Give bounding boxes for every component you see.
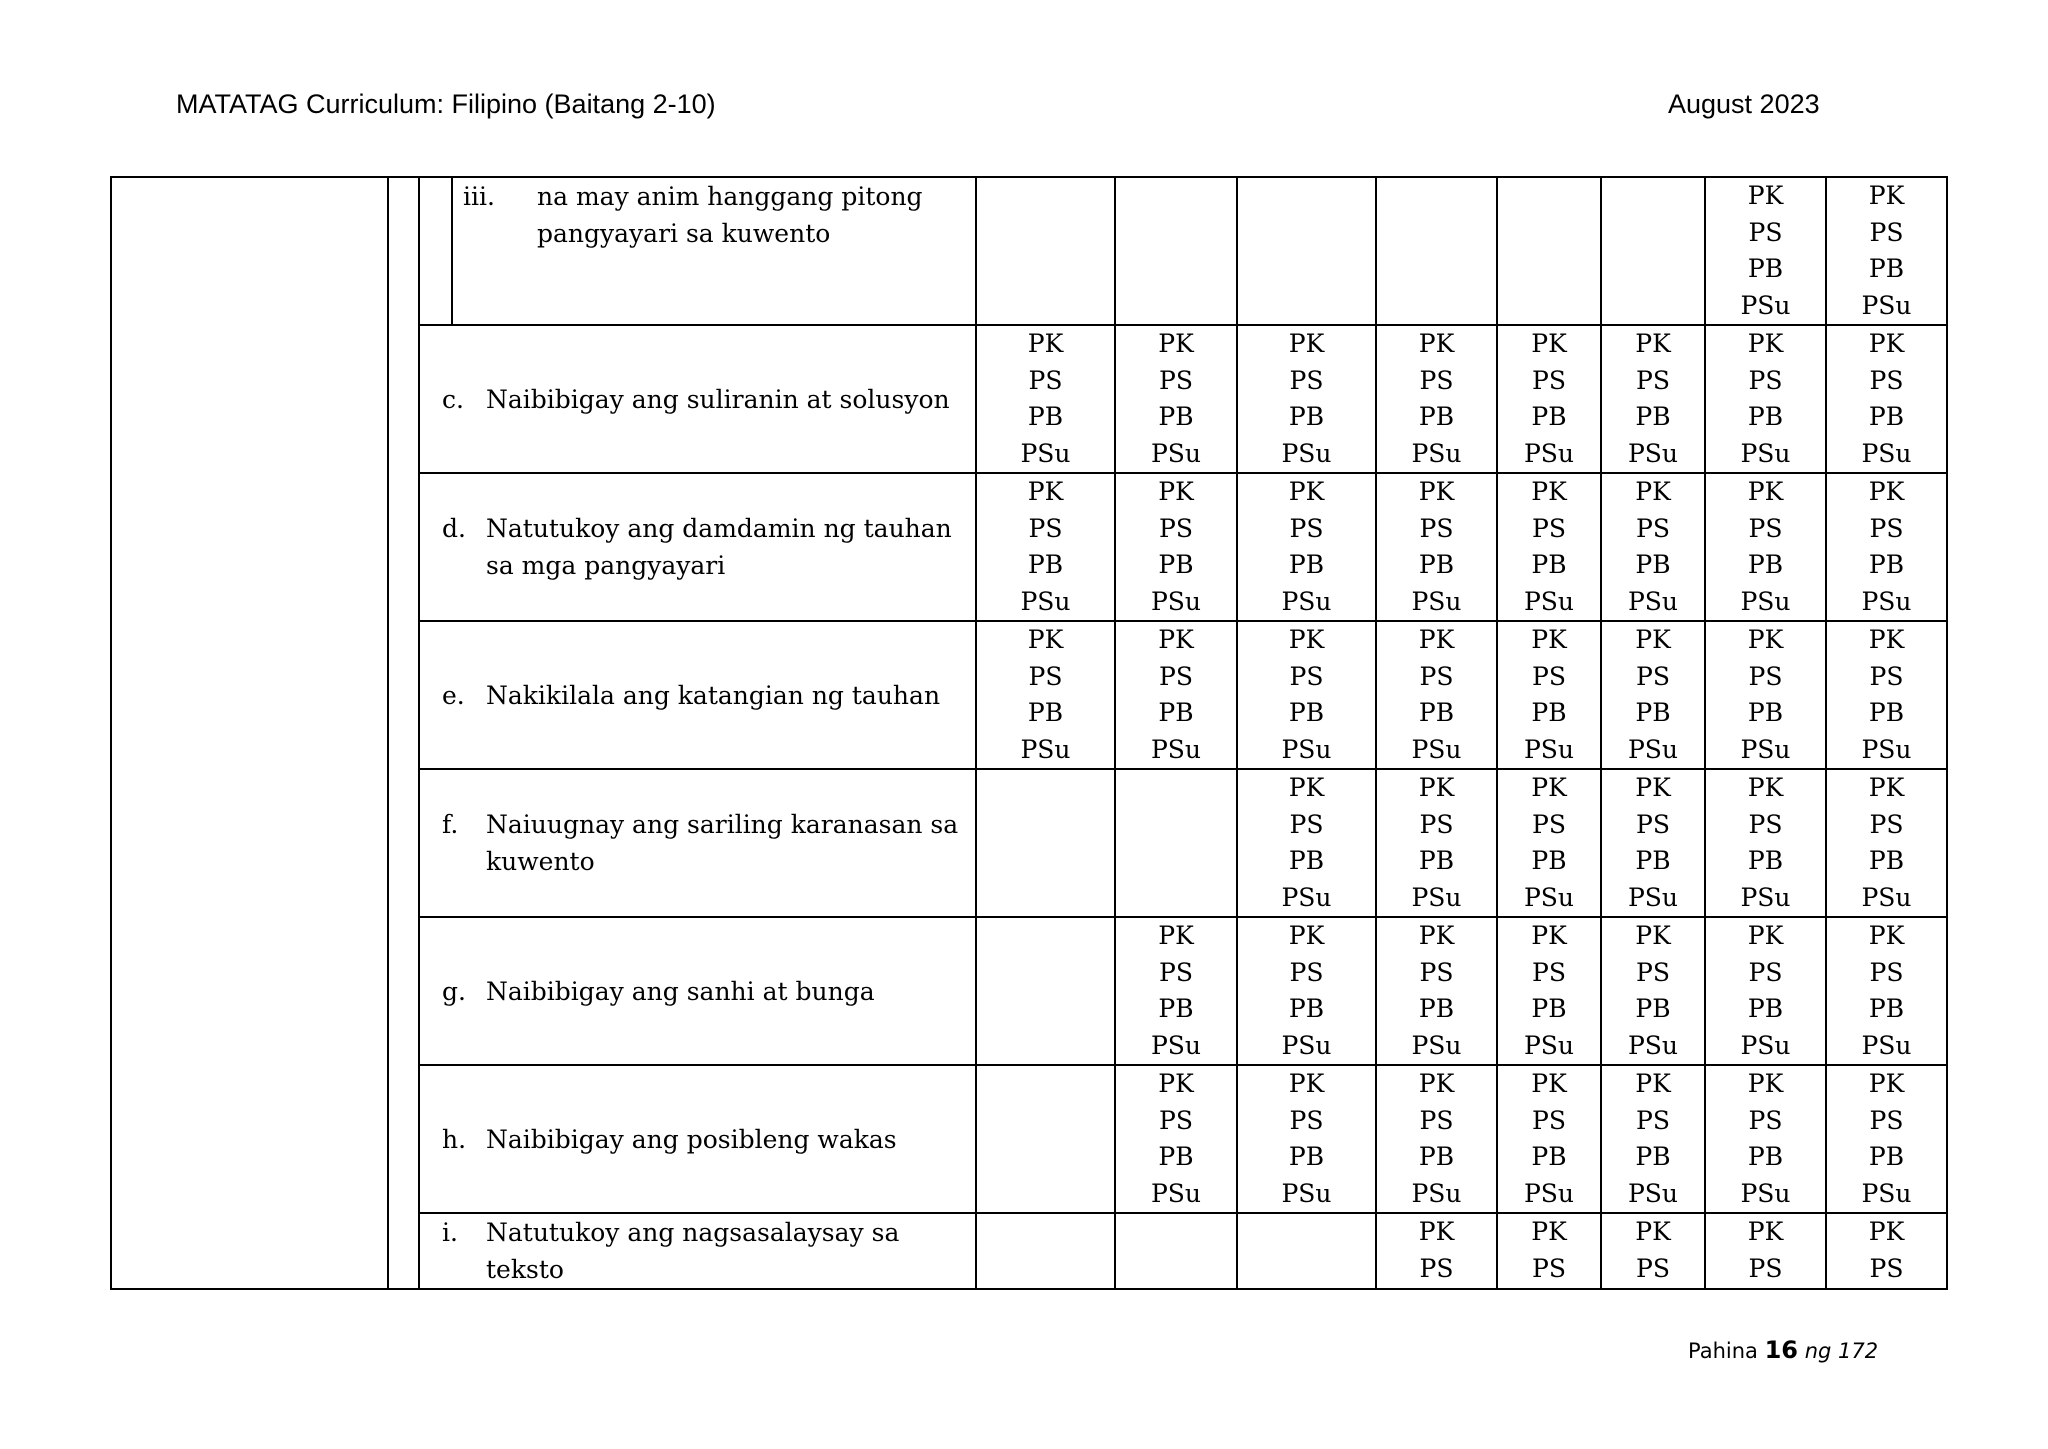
mark-code: PB: [1747, 550, 1784, 579]
mark-code: PK: [1531, 921, 1567, 950]
mark-code: PB: [1635, 846, 1671, 875]
mark-code: PK: [1027, 477, 1064, 506]
competency-table: [110, 176, 1948, 1290]
mark-code: PK: [1747, 921, 1784, 950]
table-row: [111, 177, 1947, 325]
mark-code: PB: [1868, 846, 1905, 875]
grade-mark-cell: [1705, 1213, 1826, 1289]
mark-code: PSu: [1861, 438, 1912, 468]
mark-code: PS: [1869, 513, 1904, 543]
mark-code: PS: [1748, 957, 1783, 987]
sub-indent: [420, 178, 453, 324]
mark-code: PB: [1635, 1142, 1671, 1171]
grade-mark-cell: [1115, 1065, 1237, 1213]
grade-mark-cell: [1497, 325, 1601, 473]
mark-code: PK: [1418, 625, 1455, 654]
mark-code: PS: [1419, 513, 1454, 543]
mark-code: PB: [1288, 846, 1325, 875]
mark-code: PB: [1158, 698, 1194, 727]
grade-mark-cell: [1497, 769, 1601, 917]
mark-code: PSu: [1861, 1178, 1912, 1208]
mark-code: PB: [1635, 550, 1671, 579]
grade-mark-cell: [1497, 917, 1601, 1065]
mark-code: PB: [1747, 846, 1784, 875]
mark-code: PSu: [1411, 882, 1462, 912]
mark-code: PS: [1748, 513, 1783, 543]
mark-code: PB: [1418, 550, 1455, 579]
mark-code: PS: [1289, 513, 1324, 543]
item-text: na may anim hanggang pitong pangyayari sa kuwento: [537, 182, 923, 248]
grade-mark-cell: [1705, 1065, 1826, 1213]
mark-code: PSu: [1281, 1030, 1332, 1060]
mark-code: PS: [1532, 809, 1566, 839]
mark-code: PS: [1869, 1253, 1904, 1283]
mark-code: PK: [1868, 1217, 1905, 1246]
item-label: iii.: [463, 182, 495, 211]
item-text: Nakikilala ang katangian ng tauhan: [486, 680, 941, 710]
mark-code: PB: [1158, 550, 1194, 579]
item-label: c.: [442, 384, 464, 414]
grade-mark-cell: [1376, 1065, 1497, 1213]
mark-code: PK: [1418, 329, 1455, 358]
mark-code: PK: [1027, 329, 1064, 358]
grade-mark-cell: [1826, 769, 1947, 917]
item-label: e.: [442, 680, 465, 710]
mark-code: PS: [1869, 957, 1904, 987]
mark-code: PK: [1418, 921, 1455, 950]
domain-cell: [111, 177, 388, 1289]
mark-code: PSu: [1861, 882, 1912, 912]
mark-code: PK: [1531, 625, 1567, 654]
mark-code: PB: [1868, 698, 1905, 727]
mark-code: PB: [1158, 402, 1194, 431]
mark-code: PB: [1531, 698, 1567, 727]
mark-code: PK: [1747, 625, 1784, 654]
mark-code: PSu: [1020, 438, 1071, 468]
mark-code: PSu: [1627, 1178, 1679, 1208]
item-text: Natutukoy ang nagsasalaysay sa teksto: [486, 1218, 900, 1284]
mark-code: PK: [1868, 1069, 1905, 1098]
mark-code: PSu: [1411, 586, 1462, 616]
mark-code: PB: [1288, 1142, 1325, 1171]
mark-code: PB: [1531, 994, 1567, 1023]
mark-code: PSu: [1523, 734, 1575, 764]
mark-code: PSu: [1523, 586, 1575, 616]
mark-code: PS: [1159, 365, 1193, 395]
mark-code: PK: [1027, 625, 1064, 654]
mark-code: PK: [1868, 921, 1905, 950]
mark-code: PB: [1288, 402, 1325, 431]
mark-code: PS: [1419, 809, 1454, 839]
grade-mark-cell: [1497, 621, 1601, 769]
item-text: Natutukoy ang damdamin ng tauhan sa mga pangyayari: [486, 514, 952, 580]
mark-code: PS: [1748, 1253, 1783, 1283]
competency-cell: [419, 917, 976, 1065]
grade-mark-cell: [1237, 917, 1376, 1065]
mark-code: PSu: [1281, 1178, 1332, 1208]
mark-code: PS: [1419, 365, 1454, 395]
mark-code: PSu: [1281, 586, 1332, 616]
mark-code: PSu: [1627, 734, 1679, 764]
mark-code: PS: [1028, 661, 1063, 691]
mark-code: PSu: [1150, 1030, 1202, 1060]
mark-code: PB: [1868, 1142, 1905, 1171]
mark-code: PK: [1531, 329, 1567, 358]
grade-mark-cell: [1115, 325, 1237, 473]
mark-code: PSu: [1411, 1030, 1462, 1060]
page-label: Pahina: [1688, 1339, 1758, 1363]
mark-code: PSu: [1150, 586, 1202, 616]
mark-code: PSu: [1281, 734, 1332, 764]
mark-code: PS: [1289, 661, 1324, 691]
mark-code: PB: [1635, 994, 1671, 1023]
competency-cell: [419, 1065, 976, 1213]
grade-mark-cell: [1237, 177, 1376, 325]
mark-code: PSu: [1150, 1178, 1202, 1208]
item-label: i.: [442, 1218, 458, 1247]
mark-code: PS: [1636, 513, 1670, 543]
grade-mark-cell: [1826, 917, 1947, 1065]
grade-mark-cell: [1601, 917, 1705, 1065]
mark-code: PK: [1418, 1217, 1455, 1246]
grade-mark-cell: [1826, 1213, 1947, 1289]
mark-code: PB: [1635, 402, 1671, 431]
mark-code: PSu: [1281, 882, 1332, 912]
grade-mark-cell: [1115, 473, 1237, 621]
mark-code: PSu: [1020, 586, 1071, 616]
mark-code: PK: [1635, 1069, 1671, 1098]
grade-mark-cell: [1115, 621, 1237, 769]
mark-code: PB: [1288, 698, 1325, 727]
mark-code: PSu: [1861, 734, 1912, 764]
grade-mark-cell: [976, 473, 1115, 621]
grade-mark-cell: [1601, 177, 1705, 325]
grade-mark-cell: [1115, 917, 1237, 1065]
grade-mark-cell: [1237, 621, 1376, 769]
grade-mark-cell: [1376, 917, 1497, 1065]
mark-code: PSu: [1861, 290, 1912, 320]
competency-cell: [419, 769, 976, 917]
mark-code: PS: [1748, 809, 1783, 839]
mark-code: PK: [1635, 329, 1671, 358]
mark-code: PB: [1531, 846, 1567, 875]
grade-mark-cell: [1601, 1065, 1705, 1213]
grade-mark-cell: [1601, 769, 1705, 917]
mark-code: PSu: [1020, 734, 1071, 764]
page-total: ng 172: [1804, 1339, 1879, 1363]
grade-mark-cell: [1497, 1213, 1601, 1289]
mark-code: PS: [1869, 217, 1904, 247]
mark-code: PK: [1288, 329, 1325, 358]
mark-code: PK: [1747, 1217, 1784, 1246]
grade-mark-cell: [976, 917, 1115, 1065]
mark-code: PK: [1158, 1069, 1194, 1098]
mark-code: PSu: [1861, 586, 1912, 616]
mark-code: PK: [1868, 773, 1905, 802]
mark-code: PSu: [1523, 1030, 1575, 1060]
grade-mark-cell: [1237, 1065, 1376, 1213]
grade-mark-cell: [1601, 1213, 1705, 1289]
mark-code: PS: [1636, 1105, 1670, 1135]
mark-code: PK: [1288, 477, 1325, 506]
mark-code: PB: [1418, 1142, 1455, 1171]
standard-cell: [388, 177, 419, 1289]
grade-mark-cell: [1705, 917, 1826, 1065]
mark-code: PSu: [1627, 1030, 1679, 1060]
mark-code: PSu: [1861, 1030, 1912, 1060]
grade-mark-cell: [976, 325, 1115, 473]
grade-mark-cell: [1237, 473, 1376, 621]
grade-mark-cell: [1601, 325, 1705, 473]
mark-code: PB: [1418, 994, 1455, 1023]
mark-code: PS: [1748, 1105, 1783, 1135]
grade-mark-cell: [1376, 621, 1497, 769]
grade-mark-cell: [1237, 325, 1376, 473]
mark-code: PB: [1747, 698, 1784, 727]
mark-code: PS: [1159, 1105, 1193, 1135]
mark-code: PK: [1747, 1069, 1784, 1098]
mark-code: PK: [1747, 477, 1784, 506]
mark-code: PS: [1869, 661, 1904, 691]
mark-code: PS: [1532, 661, 1566, 691]
grade-mark-cell: [976, 1065, 1115, 1213]
mark-code: PS: [1159, 957, 1193, 987]
mark-code: PB: [1747, 254, 1784, 283]
mark-code: PSu: [1740, 438, 1791, 468]
document-date: August 2023: [1668, 89, 1820, 119]
mark-code: PB: [1868, 994, 1905, 1023]
mark-code: PS: [1419, 957, 1454, 987]
mark-code: PK: [1635, 477, 1671, 506]
grade-mark-cell: [976, 621, 1115, 769]
mark-code: PS: [1419, 1253, 1454, 1283]
grade-mark-cell: [1497, 177, 1601, 325]
grade-mark-cell: [976, 1213, 1115, 1289]
mark-code: PSu: [1523, 882, 1575, 912]
mark-code: PS: [1028, 365, 1063, 395]
competency-cell: [419, 177, 976, 325]
mark-code: PB: [1288, 994, 1325, 1023]
mark-code: PB: [1747, 1142, 1784, 1171]
competency-cell: [419, 1213, 976, 1289]
mark-code: PS: [1869, 1105, 1904, 1135]
item-text: Naibibigay ang sanhi at bunga: [486, 976, 875, 1006]
mark-code: PB: [1027, 402, 1064, 431]
mark-code: PSu: [1627, 438, 1679, 468]
mark-code: PS: [1636, 365, 1670, 395]
mark-code: PS: [1532, 1105, 1566, 1135]
mark-code: PS: [1289, 809, 1324, 839]
mark-code: PS: [1636, 1253, 1670, 1283]
mark-code: PSu: [1740, 734, 1791, 764]
document-title: MATATAG Curriculum: Filipino (Baitang 2-10): [176, 89, 716, 119]
mark-code: PK: [1635, 921, 1671, 950]
mark-code: PSu: [1627, 882, 1679, 912]
mark-code: PK: [1288, 773, 1325, 802]
mark-code: PSu: [1411, 734, 1462, 764]
mark-code: PK: [1635, 773, 1671, 802]
grade-mark-cell: [1705, 621, 1826, 769]
mark-code: PB: [1531, 550, 1567, 579]
mark-code: PSu: [1740, 1030, 1791, 1060]
item-label: f.: [442, 810, 459, 839]
mark-code: PB: [1531, 402, 1567, 431]
item-label: d.: [442, 514, 466, 543]
grade-mark-cell: [1826, 325, 1947, 473]
page-number: 16: [1764, 1336, 1799, 1364]
grade-mark-cell: [1497, 1065, 1601, 1213]
grade-mark-cell: [1376, 473, 1497, 621]
mark-code: PSu: [1150, 438, 1202, 468]
mark-code: PS: [1289, 957, 1324, 987]
mark-code: PS: [1028, 513, 1063, 543]
mark-code: PSu: [1740, 1178, 1791, 1208]
grade-mark-cell: [1376, 769, 1497, 917]
item-text: Naiuugnay ang sariling karanasan sa kuwento: [486, 810, 959, 876]
mark-code: PB: [1288, 550, 1325, 579]
mark-code: PSu: [1150, 734, 1202, 764]
mark-code: PS: [1159, 661, 1193, 691]
mark-code: PK: [1158, 625, 1194, 654]
mark-code: PS: [1636, 809, 1670, 839]
grade-mark-cell: [1826, 473, 1947, 621]
page-footer: [1688, 1336, 1878, 1365]
mark-code: PK: [1418, 477, 1455, 506]
mark-code: PK: [1158, 329, 1194, 358]
mark-code: PK: [1868, 477, 1905, 506]
mark-code: PSu: [1740, 586, 1791, 616]
mark-code: PS: [1289, 1105, 1324, 1135]
competency-cell: [419, 325, 976, 473]
mark-code: PS: [1532, 365, 1566, 395]
mark-code: PSu: [1411, 1178, 1462, 1208]
item-text: Naibibigay ang posibleng wakas: [486, 1124, 897, 1154]
mark-code: PK: [1158, 921, 1194, 950]
mark-code: PS: [1869, 809, 1904, 839]
competency-cell: [419, 473, 976, 621]
mark-code: PB: [1868, 550, 1905, 579]
mark-code: PSu: [1523, 1178, 1575, 1208]
mark-code: PSu: [1411, 438, 1462, 468]
grade-mark-cell: [1376, 325, 1497, 473]
grade-mark-cell: [1115, 769, 1237, 917]
mark-code: PB: [1635, 698, 1671, 727]
mark-code: PS: [1419, 1105, 1454, 1135]
grade-mark-cell: [1376, 1213, 1497, 1289]
mark-code: PS: [1636, 957, 1670, 987]
mark-code: PB: [1158, 1142, 1194, 1171]
mark-code: PK: [1418, 1069, 1455, 1098]
grade-mark-cell: [1705, 769, 1826, 917]
mark-code: PK: [1747, 773, 1784, 802]
mark-code: PSu: [1281, 438, 1332, 468]
mark-code: PB: [1418, 698, 1455, 727]
competency-cell: [419, 621, 976, 769]
mark-code: PB: [1868, 254, 1905, 283]
grade-mark-cell: [1237, 769, 1376, 917]
grade-mark-cell: [1601, 473, 1705, 621]
grade-mark-cell: [976, 769, 1115, 917]
grade-mark-cell: [1826, 1065, 1947, 1213]
grade-mark-cell: [1237, 1213, 1376, 1289]
mark-code: PK: [1531, 1217, 1567, 1246]
mark-code: PK: [1418, 773, 1455, 802]
mark-code: PS: [1748, 365, 1783, 395]
grade-mark-cell: [1826, 177, 1947, 325]
mark-code: PSu: [1740, 882, 1791, 912]
grade-mark-cell: [1115, 177, 1237, 325]
mark-code: PK: [1158, 477, 1194, 506]
mark-code: PS: [1159, 513, 1193, 543]
mark-code: PS: [1869, 365, 1904, 395]
mark-code: PB: [1158, 994, 1194, 1023]
mark-code: PK: [1635, 1217, 1671, 1246]
mark-code: PSu: [1627, 586, 1679, 616]
mark-code: PB: [1027, 550, 1064, 579]
mark-code: PS: [1748, 217, 1783, 247]
mark-code: PB: [1747, 402, 1784, 431]
mark-code: PK: [1531, 773, 1567, 802]
mark-code: PB: [1531, 1142, 1567, 1171]
grade-mark-cell: [1497, 473, 1601, 621]
item-label: g.: [442, 976, 466, 1006]
item-label: h.: [442, 1124, 467, 1154]
mark-code: PK: [1288, 1069, 1325, 1098]
mark-code: PS: [1748, 661, 1783, 691]
mark-code: PK: [1868, 329, 1905, 358]
mark-code: PK: [1288, 625, 1325, 654]
grade-mark-cell: [1601, 621, 1705, 769]
item-text: Naibibigay ang suliranin at solusyon: [486, 384, 950, 414]
mark-code: PS: [1289, 365, 1324, 395]
mark-code: PK: [1747, 329, 1784, 358]
mark-code: PK: [1868, 181, 1905, 210]
mark-code: PSu: [1523, 438, 1575, 468]
grade-mark-cell: [1376, 177, 1497, 325]
mark-code: PS: [1532, 513, 1566, 543]
mark-code: PB: [1747, 994, 1784, 1023]
mark-code: PB: [1418, 846, 1455, 875]
mark-code: PS: [1532, 957, 1566, 987]
mark-code: PK: [1747, 181, 1784, 210]
mark-code: PK: [1868, 625, 1905, 654]
mark-code: PS: [1419, 661, 1454, 691]
grade-mark-cell: [1826, 621, 1947, 769]
mark-code: PK: [1531, 477, 1567, 506]
mark-code: PSu: [1740, 290, 1791, 320]
mark-code: PB: [1418, 402, 1455, 431]
mark-code: PB: [1027, 698, 1064, 727]
grade-mark-cell: [1705, 325, 1826, 473]
mark-code: PS: [1636, 661, 1670, 691]
mark-code: PK: [1531, 1069, 1567, 1098]
mark-code: PS: [1532, 1253, 1566, 1283]
grade-mark-cell: [1705, 473, 1826, 621]
mark-code: PK: [1635, 625, 1671, 654]
mark-code: PK: [1288, 921, 1325, 950]
mark-code: PB: [1868, 402, 1905, 431]
grade-mark-cell: [976, 177, 1115, 325]
grade-mark-cell: [1705, 177, 1826, 325]
grade-mark-cell: [1115, 1213, 1237, 1289]
